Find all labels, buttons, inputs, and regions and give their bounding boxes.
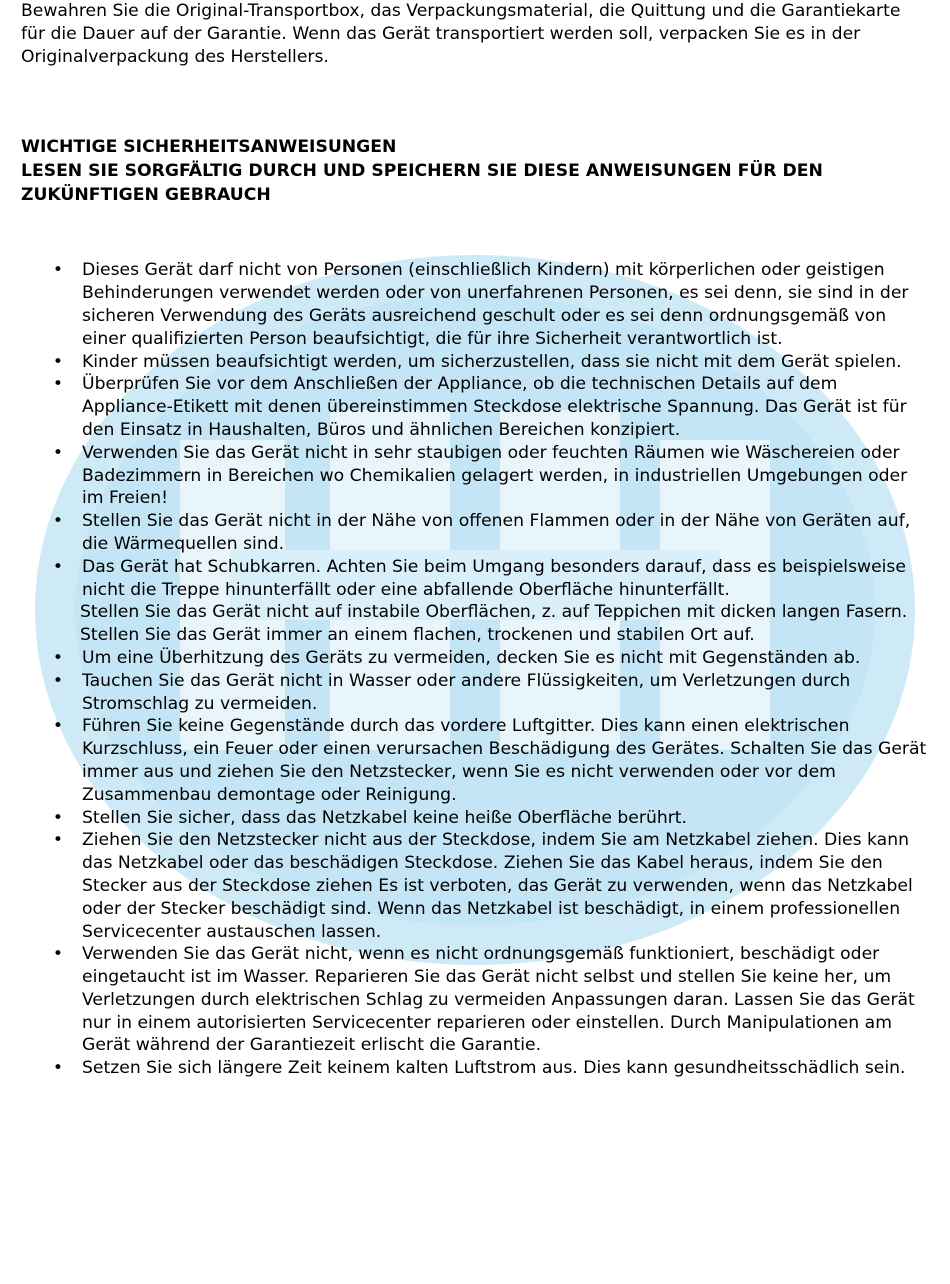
list-item: • Setzen Sie sich längere Zeit keinem kalten Luftstrom aus. Dies kann gesundheitsschädlich sein. bbox=[52, 1058, 906, 1079]
bullet-icon: • bbox=[52, 647, 64, 668]
list-item: • Überprüfen Sie vor dem Anschließen der Appliance, ob die technischen Details auf dem Appliance-Etikett mit denen übereinstimmen Steckdose elektrische Spannung. Das Gerät ist für den Einsatz in Haushalten, Büros und ähnlichen Bereichen konzipiert. bbox=[52, 374, 907, 440]
list-item: • Um eine Überhitzung des Geräts zu vermeiden, decken Sie es nicht mit Gegenständen ab. bbox=[52, 647, 861, 668]
bullet-icon: • bbox=[52, 1058, 64, 1079]
safety-heading bbox=[21, 135, 928, 207]
bullet-icon: • bbox=[52, 374, 64, 395]
bullet-icon: • bbox=[52, 807, 64, 828]
list-item: • Dieses Gerät darf nicht von Personen (einschließlich Kindern) mit körperlichen oder geistigen Behinderungen verwendet werden oder von unerfahrenen Personen, es sei denn, sie sind in der sicheren Verwendung des Geräts ausreichend geschult oder es sei denn ordnungsgemäß von einer qualifizierten Person beaufsichtigt, die für ihre Sicherheit verantwortlich ist. bbox=[52, 260, 909, 349]
list-item: • Führen Sie keine Gegenstände durch das vordere Luftgitter. Dies kann einen elektrischen Kurzschluss, ein Feuer oder einen verursachen Beschädigung des Gerätes. Schalten Sie das Gerät immer aus und ziehen Sie den Netzstecker, wenn Sie es nicht verwenden oder vor dem Zusammenbau demontage oder Reinigung. bbox=[52, 716, 927, 805]
bullet-icon: • bbox=[52, 944, 64, 965]
list-item: • Verwenden Sie das Gerät nicht in sehr staubigen oder feuchten Räumen wie Wäschereien oder Badezimmern in Bereichen wo Chemikalien gelagert werden, in industriellen Umgebungen oder im Freien! bbox=[52, 442, 908, 509]
list-item: • Das Gerät hat Schubkarren. Achten Sie beim Umgang besonders darauf, dass es beispielsweise nicht die Treppe hinunterfällt oder eine abfallende Oberfläche hinunterfällt. Stellen Sie das Gerät nicht auf instabile Oberflächen, z. auf Teppichen mit dicken langen Fasern. Stellen Sie das Gerät immer an einem flachen, trockenen und stabilen Ort auf. bbox=[21, 556, 928, 647]
bullet-icon: • bbox=[52, 830, 64, 851]
list-item: • Stellen Sie sicher, dass das Netzkabel keine heiße Oberfläche berührt. bbox=[52, 807, 687, 828]
bullet-icon: • bbox=[52, 716, 64, 737]
list-item-continuation: Stellen Sie das Gerät nicht auf instabile Oberflächen, z. auf Teppichen mit dicken langen Fasern. Stellen Sie das Gerät immer an einem flachen, trockenen und stabilen Ort auf. bbox=[80, 602, 908, 646]
bullet-icon: • bbox=[52, 556, 64, 577]
safety-instructions-list bbox=[21, 259, 928, 1080]
intro-paragraph: Bewahren Sie die Original-Transportbox, das Verpackungsmaterial, die Quittung und die Garantiekarte für die Dauer auf der Garantie. Wenn das Gerät transportiert werden soll, verpacken Sie es in der Originalverpackung des Herstellers. bbox=[21, 1, 901, 67]
list-item: • Tauchen Sie das Gerät nicht in Wasser oder andere Flüssigkeiten, um Verletzungen durch Stromschlag zu vermeiden. bbox=[52, 670, 851, 714]
list-item: • Stellen Sie das Gerät nicht in der Nähe von offenen Flammen oder in der Nähe von Geräten auf, die Wärmequellen sind. bbox=[52, 511, 911, 554]
list-item: • Verwenden Sie das Gerät nicht, wenn es nicht ordnungsgemäß funktioniert, beschädigt oder eingetaucht ist im Wasser. Reparieren Sie das Gerät nicht selbst und stellen Sie keine her, um Verletzungen durch elektrischen Schlag zu vermeiden Anpassungen daran. Lassen Sie das Gerät nur in einem autorisierten Servicecenter reparieren oder einstellen. Durch Manipulationen am Gerät während der Garantiezeit erlischt die Garantie. bbox=[52, 944, 915, 1056]
bullet-icon: • bbox=[52, 351, 64, 372]
bullet-icon: • bbox=[52, 670, 64, 691]
heading-line-1: WICHTIGE SICHERHEITSANWEISUNGEN bbox=[21, 137, 397, 158]
bullet-icon: • bbox=[52, 511, 64, 532]
bullet-icon: • bbox=[52, 260, 64, 281]
list-item: • Kinder müssen beaufsichtigt werden, um sicherzustellen, dass sie nicht mit dem Gerät spielen. bbox=[52, 351, 902, 372]
heading-line-2: LESEN SIE SORGFÄLTIG DURCH UND SPEICHERN SIE DIESE ANWEISUNGEN FÜR DEN ZUKÜNFTIGEN GEBRAUCH bbox=[21, 161, 823, 206]
list-item: • Ziehen Sie den Netzstecker nicht aus der Steckdose, indem Sie am Netzkabel ziehen. Dies kann das Netzkabel oder das beschädigen Steckdose. Ziehen Sie das Kabel heraus, indem Sie den Stecker aus der Steckdose ziehen Es ist verboten, das Gerät zu verwenden, wenn das Netzkabel oder der Stecker beschädigt sind. Wenn das Netzkabel ist beschädigt, in einem professionellen Servicecenter austauschen lassen. bbox=[52, 830, 913, 942]
bullet-icon: • bbox=[52, 442, 64, 463]
